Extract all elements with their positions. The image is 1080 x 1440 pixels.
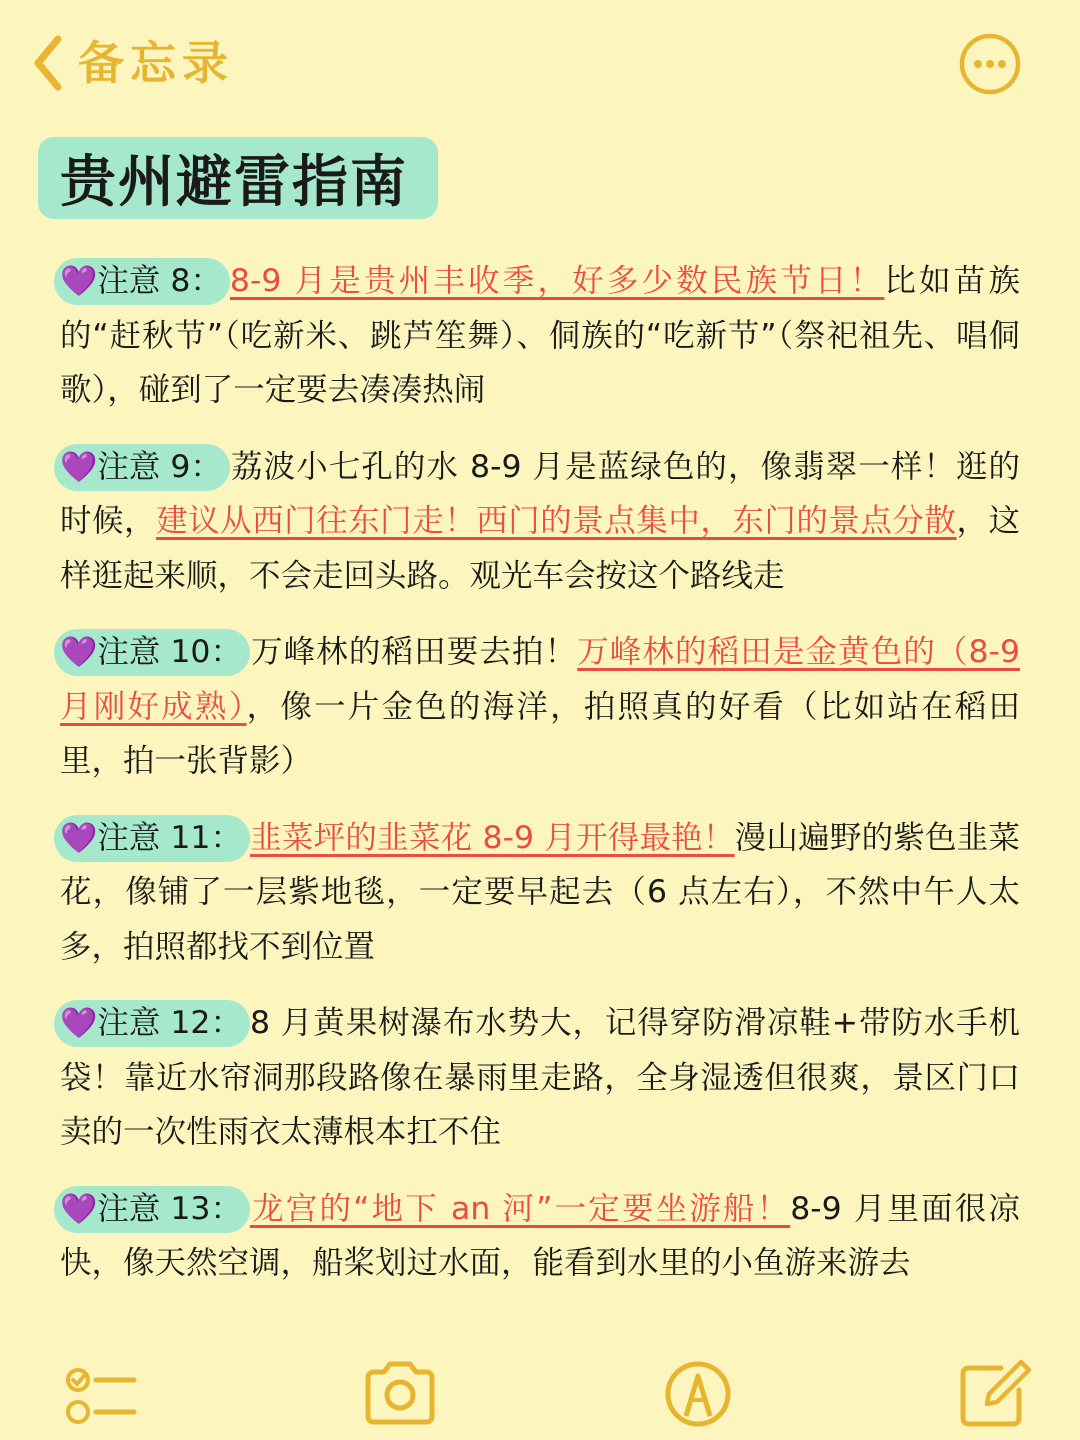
note-label: 注意 9： [97, 448, 222, 485]
note-text: ，像一片金色的海洋，拍照真的好看（比如站在稻田里，拍一张背影） [60, 688, 1020, 779]
note-paragraph [60, 440, 1020, 604]
note-label: 注意 8： [97, 263, 222, 299]
highlighted-text: 龙宫的“地下 an 河”一定要坐游船！ [249, 1190, 791, 1227]
purple-heart-icon: 💜 [60, 1006, 98, 1041]
checklist-icon [62, 1350, 142, 1430]
purple-heart-icon: 💜 [60, 1191, 98, 1227]
note-paragraph [60, 254, 1020, 418]
note-text: 8 月黄果树瀑布水势大，记得穿防滑凉鞋+带防水手机袋！靠近水帘洞那段路像在暴雨里走路，全身湿透但很爽，景区门口卖的一次性雨衣太薄根本扛不住 [60, 1005, 1020, 1150]
compose-icon [955, 1350, 1035, 1430]
note-text: 8-9 月里面很凉快，像天然空调，船桨划过水面，能看到水里的小鱼游来游去 [60, 1190, 1021, 1281]
camera-button[interactable] [360, 1350, 440, 1430]
note-text: 万峰林的稻田要去拍！ [249, 634, 578, 670]
note-text: 漫山遍野的紫色韭菜花，像铺了一层紫地毯，一定要早起去（6 点左右），不然中午人太多，拍照都找不到位置 [60, 819, 1020, 965]
note-tag [54, 815, 250, 862]
highlighted-text: 万峰林的稻田是金黄色的（8-9 月刚好成熟） [60, 634, 1020, 725]
more-button[interactable] [958, 32, 1022, 96]
bottom-toolbar [0, 1350, 1080, 1440]
note-label: 注意 12： [97, 1005, 242, 1041]
more-circle-icon [958, 32, 1022, 96]
pen-markup-icon [658, 1350, 738, 1430]
note-tag [54, 1000, 250, 1047]
note-title: 贵州避雷指南 [60, 150, 408, 215]
note-paragraph [60, 996, 1020, 1160]
note-body[interactable] [60, 254, 1020, 1313]
note-tag [54, 258, 230, 305]
back-button[interactable] [30, 30, 234, 96]
note-tag [54, 444, 230, 491]
compose-button[interactable] [955, 1350, 1035, 1430]
purple-heart-icon: 💜 [60, 820, 98, 856]
highlighted-text: 建议从西门往东门走！西门的景点集中，东门的景点分散 [156, 503, 957, 539]
top-bar [0, 0, 1080, 130]
note-tag [54, 629, 250, 676]
note-text: 比如苗族的“赶秋节”（吃新米、跳芦笙舞）、侗族的“吃新节”（祭祀祖先、唱侗歌），碰到了一定要去凑凑热闹 [60, 263, 1020, 408]
chevron-left-icon [30, 33, 64, 93]
camera-icon [360, 1350, 440, 1430]
note-paragraph [60, 625, 1020, 789]
purple-heart-icon: 💜 [60, 264, 98, 299]
back-label: 备忘录 [78, 36, 234, 90]
note-label: 注意 10： [97, 634, 242, 670]
purple-heart-icon: 💜 [60, 635, 98, 670]
note-label: 注意 11： [97, 819, 242, 856]
note-paragraph [60, 811, 1020, 975]
title-badge [38, 137, 438, 219]
note-tag [54, 1186, 250, 1233]
checklist-button[interactable] [62, 1350, 142, 1430]
note-text: ，这样逛起来顺，不会走回头路。观光车会按这个路线走 [60, 503, 1020, 594]
note-text: 荔波小七孔的水 8-9 月是蓝绿色的，像翡翠一样！逛的时候， [60, 448, 1020, 539]
note-label: 注意 13： [97, 1190, 242, 1227]
highlighted-text: 8-9 月是贵州丰收季，好多少数民族节日！ [229, 263, 885, 299]
note-paragraph [60, 1182, 1020, 1291]
markup-button[interactable] [658, 1350, 738, 1430]
highlighted-text: 韭菜坪的韭菜花 8-9 月开得最艳！ [249, 819, 735, 856]
purple-heart-icon: 💜 [60, 449, 98, 485]
